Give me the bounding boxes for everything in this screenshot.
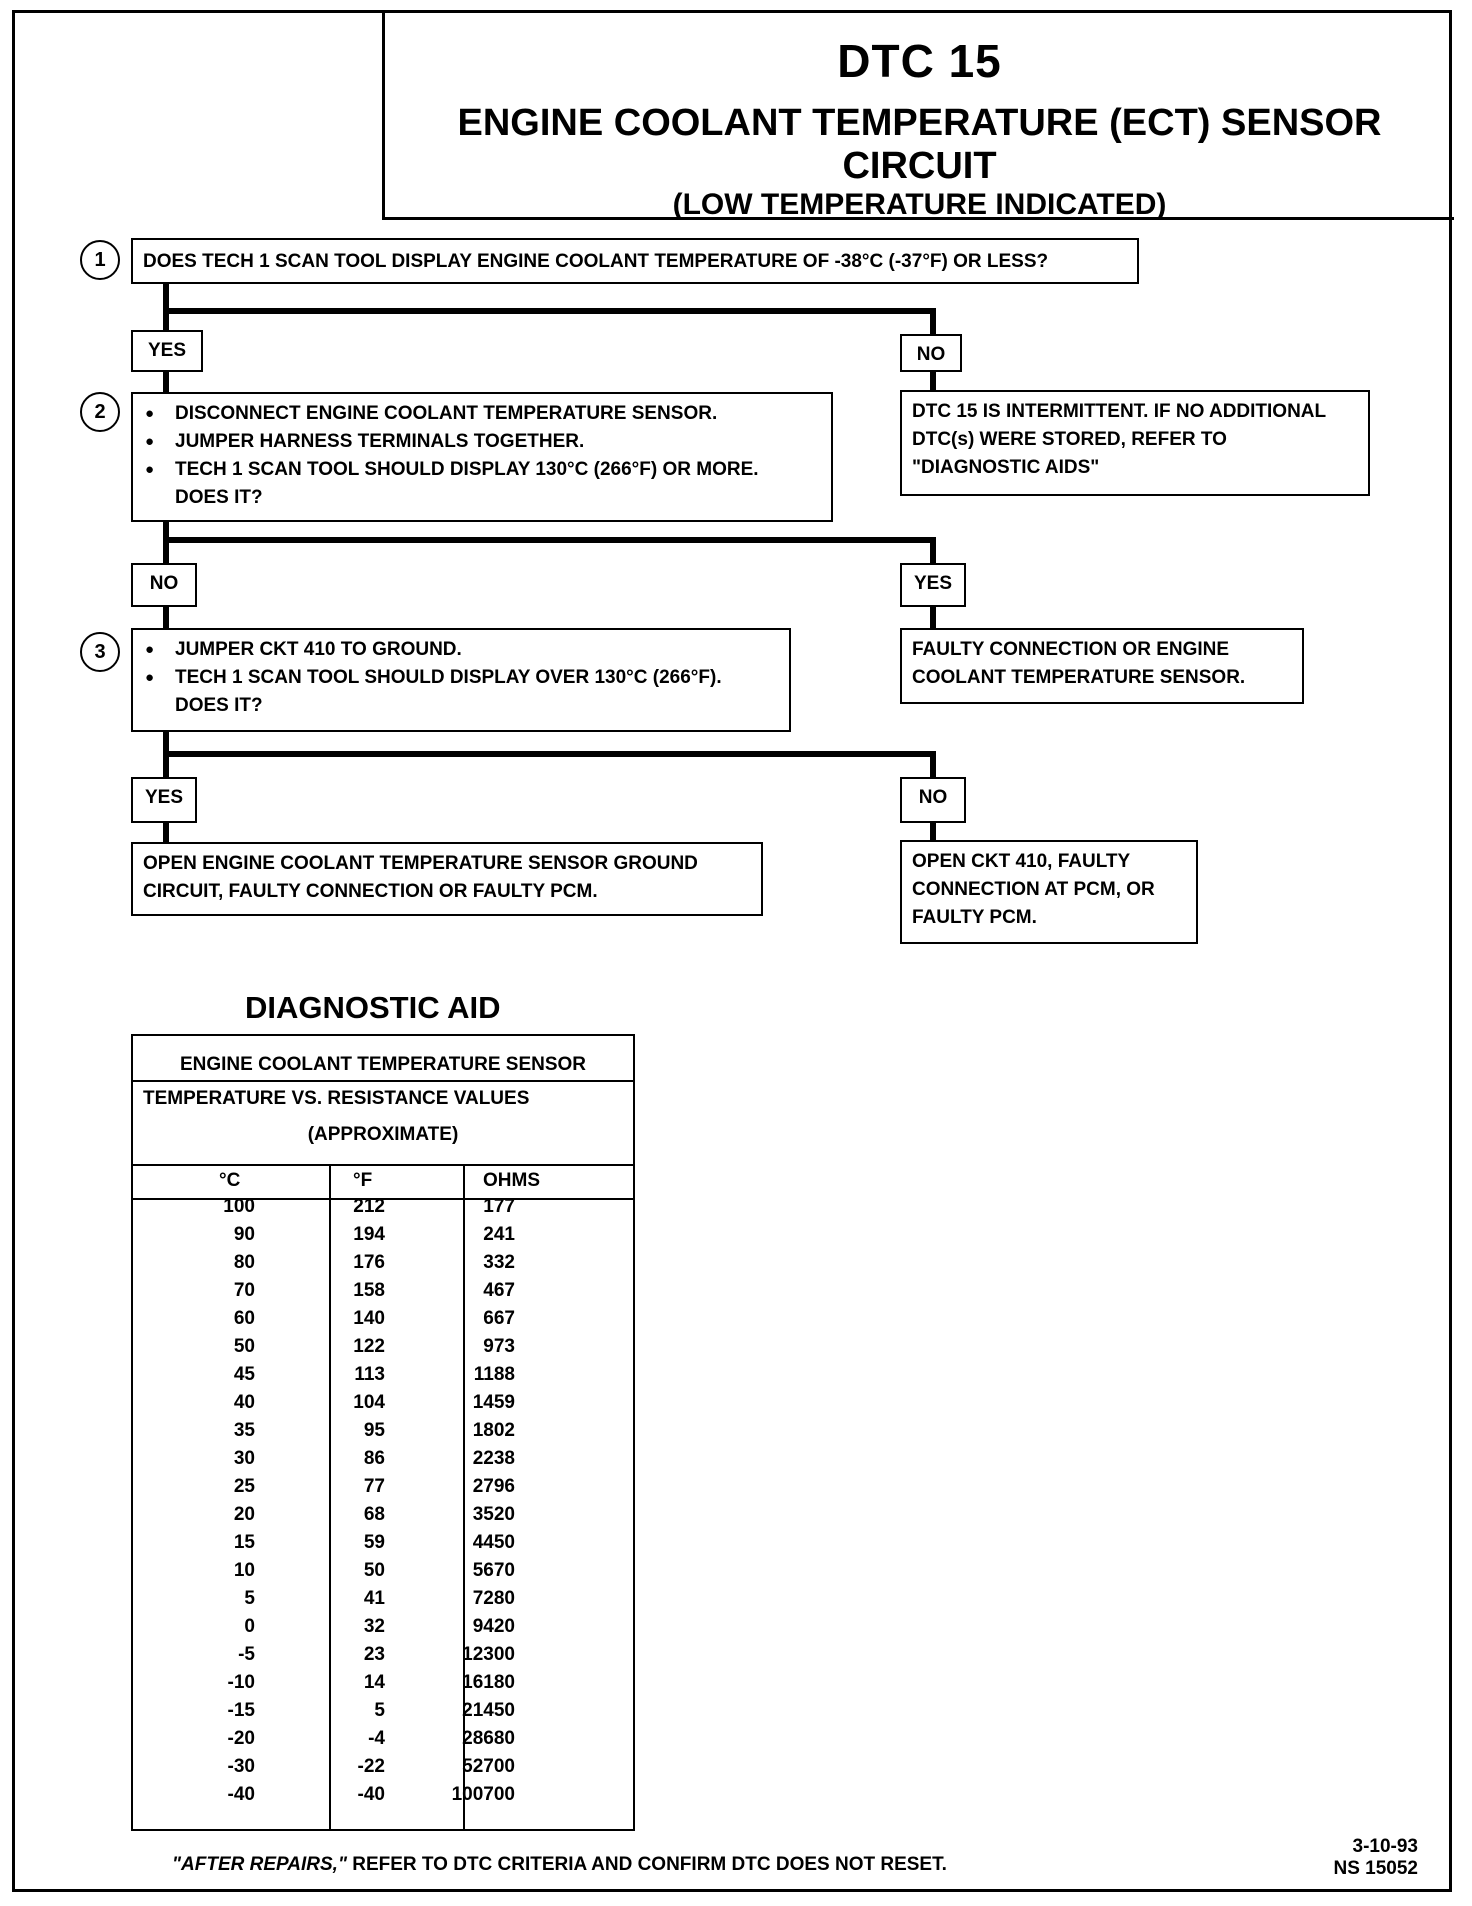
step-3-bullet-1: ● JUMPER CKT 410 TO GROUND.	[175, 636, 779, 664]
table-row	[133, 1392, 633, 1420]
cell-f: -22	[357, 1756, 385, 1777]
step-1-question: DOES TECH 1 SCAN TOOL DISPLAY ENGINE COOLANT TEMPERATURE OF -38°C (-37°F) OR LESS?	[131, 238, 1139, 284]
cell-f: 212	[353, 1196, 385, 1217]
step-1-no-result: DTC 15 IS INTERMITTENT. IF NO ADDITIONAL DTC(s) WERE STORED, REFER TO "DIAGNOSTIC AIDS"	[900, 390, 1370, 496]
step-2-bullet-1: ● DISCONNECT ENGINE COOLANT TEMPERATURE SENSOR.	[175, 400, 821, 428]
cell-c: 50	[233, 1336, 255, 1357]
cell-ohms: 1188	[473, 1364, 515, 1385]
step-2-yes-result: FAULTY CONNECTION OR ENGINE COOLANT TEMPERATURE SENSOR.	[900, 628, 1304, 704]
cell-f: 41	[363, 1588, 385, 1609]
connector	[930, 308, 936, 336]
table-row	[133, 1616, 633, 1644]
dtc-code: DTC 15	[837, 35, 1002, 87]
cell-c: 80	[233, 1252, 255, 1273]
cell-ohms: 7280	[472, 1588, 515, 1609]
cell-c: 10	[233, 1560, 255, 1581]
table-row	[133, 1252, 633, 1280]
cell-c: 20	[233, 1504, 255, 1525]
cell-f: 59	[363, 1532, 385, 1553]
cell-ohms: 2796	[472, 1476, 515, 1497]
table-header-sensor: ENGINE COOLANT TEMPERATURE SENSOR	[133, 1046, 633, 1082]
step-2-no-label: NO	[131, 563, 197, 607]
cell-c: -30	[227, 1756, 255, 1777]
cell-c: 90	[233, 1224, 255, 1245]
cell-c: 60	[233, 1308, 255, 1329]
cell-f: 95	[363, 1420, 385, 1441]
table-row	[133, 1224, 633, 1252]
cell-ohms: 5670	[472, 1560, 515, 1581]
connector	[163, 605, 169, 629]
cell-f: 122	[353, 1336, 385, 1357]
cell-c: 30	[233, 1448, 255, 1469]
table-row	[133, 1672, 633, 1700]
cell-f: 23	[363, 1644, 385, 1665]
table-row	[133, 1364, 633, 1392]
cell-ohms: 16180	[462, 1672, 515, 1693]
cell-ohms: 1802	[472, 1420, 515, 1441]
table-header-approx: (APPROXIMATE)	[307, 1124, 459, 1145]
title-block	[382, 10, 1454, 220]
cell-ohms: 973	[483, 1336, 515, 1357]
cell-f: 14	[363, 1672, 385, 1693]
cell-ohms: 241	[483, 1224, 515, 1245]
cell-c: 100	[223, 1196, 255, 1217]
table-row	[133, 1560, 633, 1588]
table-row	[133, 1532, 633, 1560]
cell-ohms: 52700	[462, 1756, 515, 1777]
footer-italic: "AFTER REPAIRS,"	[172, 1854, 347, 1875]
cell-c: -40	[227, 1784, 255, 1805]
connector	[163, 537, 936, 543]
cell-ohms: 4450	[472, 1532, 515, 1553]
cell-ohms: 177	[483, 1196, 515, 1217]
cell-f: 86	[363, 1448, 385, 1469]
table-row	[133, 1308, 633, 1336]
cell-f: 32	[363, 1616, 385, 1637]
connector	[163, 370, 169, 392]
cell-ohms: 9420	[472, 1616, 515, 1637]
diagnostic-aid-title: DIAGNOSTIC AID	[245, 990, 501, 1025]
table-row	[133, 1700, 633, 1728]
cell-c: 15	[233, 1532, 255, 1553]
cell-f: 77	[363, 1476, 385, 1497]
table-row	[133, 1504, 633, 1532]
cell-f: 50	[363, 1560, 385, 1581]
footer-note	[172, 1854, 947, 1876]
cell-ohms: 3520	[472, 1504, 515, 1525]
step-number-2: 2	[80, 392, 120, 432]
cell-f: 140	[353, 1308, 385, 1329]
step-2-bullet-2: ● JUMPER HARNESS TERMINALS TOGETHER.	[175, 428, 821, 456]
cell-c: -15	[227, 1700, 255, 1721]
cell-c: -10	[227, 1672, 255, 1693]
step-3-no-result: OPEN CKT 410, FAULTY CONNECTION AT PCM, OR FAULTY PCM.	[900, 840, 1198, 944]
step-3-yes-result: OPEN ENGINE COOLANT TEMPERATURE SENSOR GROUND CIRCUIT, FAULTY CONNECTION OR FAULTY PCM.	[131, 842, 763, 916]
cell-f: -4	[368, 1728, 385, 1749]
table-row	[133, 1280, 633, 1308]
connector	[930, 605, 936, 629]
cell-c: 45	[233, 1364, 255, 1385]
document-ref: NS 15052	[1333, 1858, 1418, 1879]
table-row	[133, 1448, 633, 1476]
table-row	[133, 1588, 633, 1616]
cell-ohms: 100700	[451, 1784, 515, 1805]
table-row	[133, 1784, 633, 1812]
table-row	[133, 1420, 633, 1448]
cell-ohms: 332	[483, 1252, 515, 1273]
cell-f: 194	[353, 1224, 385, 1245]
table-header-resistance: TEMPERATURE VS. RESISTANCE VALUES	[143, 1088, 530, 1109]
cell-c: 35	[233, 1420, 255, 1441]
table-row	[133, 1728, 633, 1756]
table-row	[133, 1644, 633, 1672]
cell-f: 113	[354, 1364, 385, 1385]
cell-c: 0	[244, 1616, 255, 1637]
cell-ohms: 12300	[462, 1644, 515, 1665]
step-3-question: DOES IT?	[175, 695, 263, 716]
step-1-yes-label: YES	[131, 330, 203, 372]
step-2-bullet-3: ● TECH 1 SCAN TOOL SHOULD DISPLAY 130°C (266°F) OR MORE.	[175, 456, 821, 484]
cell-ohms: 1459	[472, 1392, 515, 1413]
cell-c: -20	[227, 1728, 255, 1749]
col-fahrenheit: °F	[353, 1170, 373, 1191]
step-2-yes-label: YES	[900, 563, 966, 607]
cell-c: 40	[233, 1392, 255, 1413]
cell-f: 176	[353, 1252, 385, 1273]
table-row	[133, 1336, 633, 1364]
cell-ohms: 667	[483, 1308, 515, 1329]
dtc-subtitle: (LOW TEMPERATURE INDICATED)	[672, 188, 1167, 221]
step-3-no-label: NO	[900, 777, 966, 823]
cell-c: 70	[233, 1280, 255, 1301]
table-row	[133, 1756, 633, 1784]
cell-ohms: 467	[483, 1280, 515, 1301]
col-celsius: °C	[219, 1170, 241, 1191]
step-3-yes-label: YES	[131, 777, 197, 823]
step-number-3: 3	[80, 632, 120, 672]
step-3-bullet-2: ● TECH 1 SCAN TOOL SHOULD DISPLAY OVER 130°C (266°F).	[175, 664, 779, 692]
cell-c: 5	[244, 1588, 255, 1609]
cell-ohms: 2238	[472, 1448, 515, 1469]
step-number-1: 1	[80, 240, 120, 280]
connector	[163, 751, 936, 757]
cell-ohms: 28680	[462, 1728, 515, 1749]
step-3-instructions	[131, 628, 791, 732]
connector	[163, 822, 169, 844]
step-2-instructions	[131, 392, 833, 522]
cell-c: 25	[233, 1476, 255, 1497]
connector	[930, 751, 936, 779]
cell-f: 104	[353, 1392, 385, 1413]
cell-f: -40	[357, 1784, 385, 1805]
cell-f: 68	[363, 1504, 385, 1525]
table-row	[133, 1196, 633, 1224]
cell-ohms: 21450	[462, 1700, 515, 1721]
document-stamp	[1333, 1836, 1418, 1880]
cell-c: -5	[238, 1644, 255, 1665]
cell-f: 5	[374, 1700, 385, 1721]
step-1-no-label: NO	[900, 334, 962, 372]
connector	[930, 537, 936, 565]
footer-text: REFER TO DTC CRITERIA AND CONFIRM DTC DOES NOT RESET.	[346, 1854, 947, 1875]
col-ohms: OHMS	[483, 1170, 540, 1191]
document-date: 3-10-93	[1352, 1836, 1418, 1857]
step-2-question: DOES IT?	[175, 487, 263, 508]
dtc-title: ENGINE COOLANT TEMPERATURE (ECT) SENSOR CIRCUIT	[457, 102, 1382, 187]
cell-f: 158	[353, 1280, 385, 1301]
table-row	[133, 1476, 633, 1504]
connector	[163, 308, 936, 314]
column-headers	[133, 1164, 633, 1200]
table-body	[133, 1196, 633, 1812]
resistance-table	[131, 1034, 635, 1831]
